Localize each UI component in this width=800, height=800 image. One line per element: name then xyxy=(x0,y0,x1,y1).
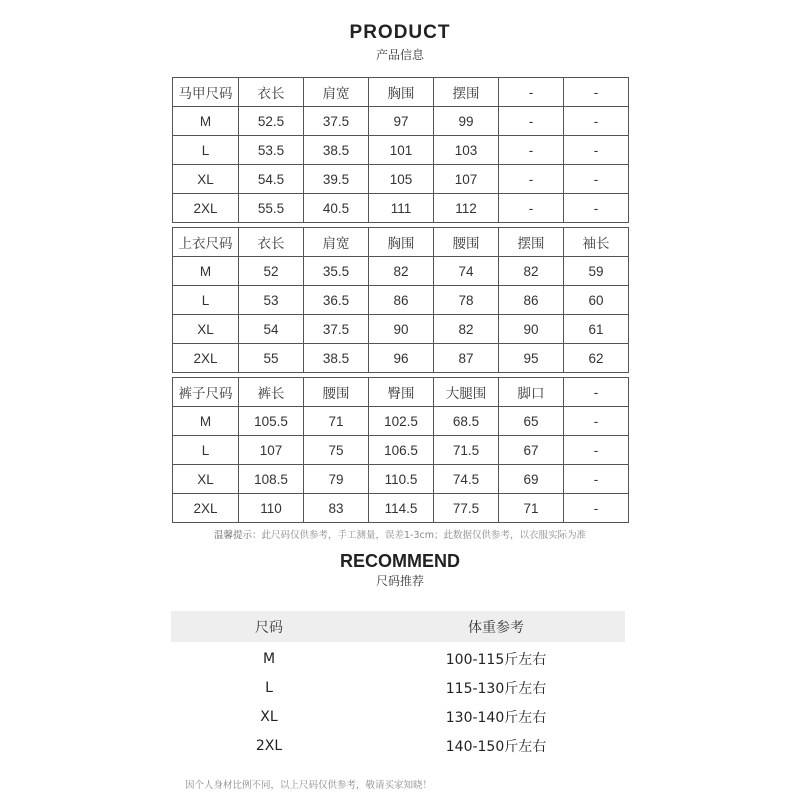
table-cell: L xyxy=(173,136,239,165)
recommend-row xyxy=(171,731,625,760)
table-cell: 110.5 xyxy=(369,465,434,494)
table-cell: 101 xyxy=(369,136,434,165)
table-cell: - xyxy=(564,436,629,465)
table-cell: - xyxy=(564,136,629,165)
table-cell: 107 xyxy=(434,165,499,194)
table-cell: 71 xyxy=(304,407,369,436)
table-cell: 103 xyxy=(434,136,499,165)
recommend-weight-cell: 130-140斤左右 xyxy=(445,709,547,726)
table-header-cell: 肩宽 xyxy=(304,228,369,257)
table-cell: - xyxy=(499,194,564,223)
recommend-size-cell: 2XL xyxy=(255,737,283,754)
table-cell: 35.5 xyxy=(304,257,369,286)
recommend-col-size: 尺码 xyxy=(255,619,283,636)
table-cell: 107 xyxy=(239,436,304,465)
table-cell: 97 xyxy=(369,107,434,136)
table-cell: 40.5 xyxy=(304,194,369,223)
tip-label: 温馨提示： xyxy=(213,530,262,541)
recommend-size-cell: M xyxy=(262,650,276,667)
recommend-row xyxy=(171,644,625,673)
table-header-cell: 胸围 xyxy=(369,228,434,257)
table-cell: 82 xyxy=(499,257,564,286)
table-cell: 82 xyxy=(369,257,434,286)
table-header-cell: 腰围 xyxy=(304,378,369,407)
table-cell: 77.5 xyxy=(434,494,499,523)
table-header-cell: 摆围 xyxy=(434,78,499,107)
recommend-row xyxy=(171,702,625,731)
table-cell: 68.5 xyxy=(434,407,499,436)
table-cell: - xyxy=(564,194,629,223)
table-header-cell: - xyxy=(564,378,629,407)
table-header-row xyxy=(173,378,629,407)
table-cell: 108.5 xyxy=(239,465,304,494)
table-cell: 61 xyxy=(564,315,629,344)
table-cell: 37.5 xyxy=(304,107,369,136)
table-cell: XL xyxy=(173,465,239,494)
table-cell: 54 xyxy=(239,315,304,344)
product-heading xyxy=(0,22,800,63)
table-header-cell: 脚口 xyxy=(499,378,564,407)
table-cell: 83 xyxy=(304,494,369,523)
table-row xyxy=(173,407,629,436)
recommend-col-weight: 体重参考 xyxy=(468,619,524,636)
table-cell: - xyxy=(564,165,629,194)
table-cell: 65 xyxy=(499,407,564,436)
table-cell: - xyxy=(564,465,629,494)
table-cell: 38.5 xyxy=(304,136,369,165)
table-cell: 37.5 xyxy=(304,315,369,344)
table-header-cell: 裤长 xyxy=(239,378,304,407)
table-cell: 52 xyxy=(239,257,304,286)
table-cell: 69 xyxy=(499,465,564,494)
table-header-cell: 裤子尺码 xyxy=(173,378,239,407)
table-row xyxy=(173,107,629,136)
table-cell: 74 xyxy=(434,257,499,286)
tip-text: 此尺码仅供参考，手工测量，误差1-3cm；此数据仅供参考，以衣服实际为准 xyxy=(261,530,586,541)
table-cell: 86 xyxy=(369,286,434,315)
table-cell: 105 xyxy=(369,165,434,194)
table-cell: M xyxy=(173,407,239,436)
recommend-title-en: RECOMMEND xyxy=(340,551,460,571)
table-header-cell: 肩宽 xyxy=(304,78,369,107)
table-cell: 2XL xyxy=(173,194,239,223)
table-cell: - xyxy=(564,494,629,523)
table-cell: L xyxy=(173,286,239,315)
top-size-table xyxy=(172,227,629,373)
table-row xyxy=(173,257,629,286)
table-cell: 62 xyxy=(564,344,629,373)
table-cell: 71.5 xyxy=(434,436,499,465)
table-cell: - xyxy=(499,136,564,165)
recommend-weight-cell: 100-115斤左右 xyxy=(445,651,547,668)
table-cell: XL xyxy=(173,315,239,344)
table-cell: 67 xyxy=(499,436,564,465)
table-cell: 55.5 xyxy=(239,194,304,223)
table-cell: - xyxy=(564,407,629,436)
table-cell: 59 xyxy=(564,257,629,286)
table-row xyxy=(173,315,629,344)
table-cell: 82 xyxy=(434,315,499,344)
table-cell: 90 xyxy=(369,315,434,344)
recommend-heading xyxy=(0,551,800,589)
table-cell: 2XL xyxy=(173,344,239,373)
table-header-cell: 马甲尺码 xyxy=(173,78,239,107)
table-header-cell: - xyxy=(499,78,564,107)
table-cell: 110 xyxy=(239,494,304,523)
table-cell: 106.5 xyxy=(369,436,434,465)
table-cell: 60 xyxy=(564,286,629,315)
table-cell: - xyxy=(564,107,629,136)
table-header-cell: 腰围 xyxy=(434,228,499,257)
table-cell: XL xyxy=(173,165,239,194)
table-header-cell: 胸围 xyxy=(369,78,434,107)
table-header-row xyxy=(173,228,629,257)
table-cell: 74.5 xyxy=(434,465,499,494)
product-title-cn: 产品信息 xyxy=(375,48,424,62)
table-header-cell: 臀围 xyxy=(369,378,434,407)
table-cell: 79 xyxy=(304,465,369,494)
table-row xyxy=(173,165,629,194)
table-row xyxy=(173,465,629,494)
table-cell: 36.5 xyxy=(304,286,369,315)
table-cell: 111 xyxy=(369,194,434,223)
table-header-cell: 袖长 xyxy=(564,228,629,257)
table-cell: 105.5 xyxy=(239,407,304,436)
table-header-cell: 摆围 xyxy=(499,228,564,257)
vest-size-table xyxy=(172,77,629,223)
table-cell: 78 xyxy=(434,286,499,315)
recommend-header-row xyxy=(171,611,625,642)
table-cell: 86 xyxy=(499,286,564,315)
footer-note: 因个人身材比例不同，以上尺码仅供参考，敬请买家知晓！ xyxy=(185,780,433,791)
recommend-size-cell: XL xyxy=(260,708,278,725)
table-header-cell: 上衣尺码 xyxy=(173,228,239,257)
pants-size-table xyxy=(172,377,629,523)
table-cell: 75 xyxy=(304,436,369,465)
recommend-table xyxy=(171,611,625,760)
table-header-cell: 衣长 xyxy=(239,78,304,107)
table-cell: 114.5 xyxy=(369,494,434,523)
table-row xyxy=(173,494,629,523)
table-cell: M xyxy=(173,107,239,136)
recommend-body xyxy=(171,642,625,760)
table-cell: 87 xyxy=(434,344,499,373)
table-cell: 90 xyxy=(499,315,564,344)
table-header-cell: 大腿围 xyxy=(434,378,499,407)
table-cell: 2XL xyxy=(173,494,239,523)
table-cell: - xyxy=(499,165,564,194)
table-row xyxy=(173,194,629,223)
table-row xyxy=(173,136,629,165)
size-tip-note xyxy=(0,527,800,541)
recommend-size-cell: L xyxy=(265,679,273,696)
table-cell: 95 xyxy=(499,344,564,373)
recommend-weight-cell: 140-150斤左右 xyxy=(445,738,547,755)
table-header-cell: 衣长 xyxy=(239,228,304,257)
table-cell: 55 xyxy=(239,344,304,373)
table-cell: 71 xyxy=(499,494,564,523)
product-title-en: PRODUCT xyxy=(349,22,451,43)
recommend-row xyxy=(171,673,625,702)
table-cell: 53 xyxy=(239,286,304,315)
recommend-weight-cell: 115-130斤左右 xyxy=(445,680,547,697)
table-header-row xyxy=(173,78,629,107)
table-cell: 52.5 xyxy=(239,107,304,136)
table-cell: 96 xyxy=(369,344,434,373)
table-cell: 99 xyxy=(434,107,499,136)
table-row xyxy=(173,286,629,315)
table-cell: L xyxy=(173,436,239,465)
table-cell: 112 xyxy=(434,194,499,223)
table-row xyxy=(173,436,629,465)
recommend-title-cn: 尺码推荐 xyxy=(375,574,424,588)
table-cell: M xyxy=(173,257,239,286)
table-cell: 38.5 xyxy=(304,344,369,373)
table-cell: 102.5 xyxy=(369,407,434,436)
table-cell: 54.5 xyxy=(239,165,304,194)
table-row xyxy=(173,344,629,373)
table-cell: 53.5 xyxy=(239,136,304,165)
table-cell: 39.5 xyxy=(304,165,369,194)
table-cell: - xyxy=(499,107,564,136)
table-header-cell: - xyxy=(564,78,629,107)
